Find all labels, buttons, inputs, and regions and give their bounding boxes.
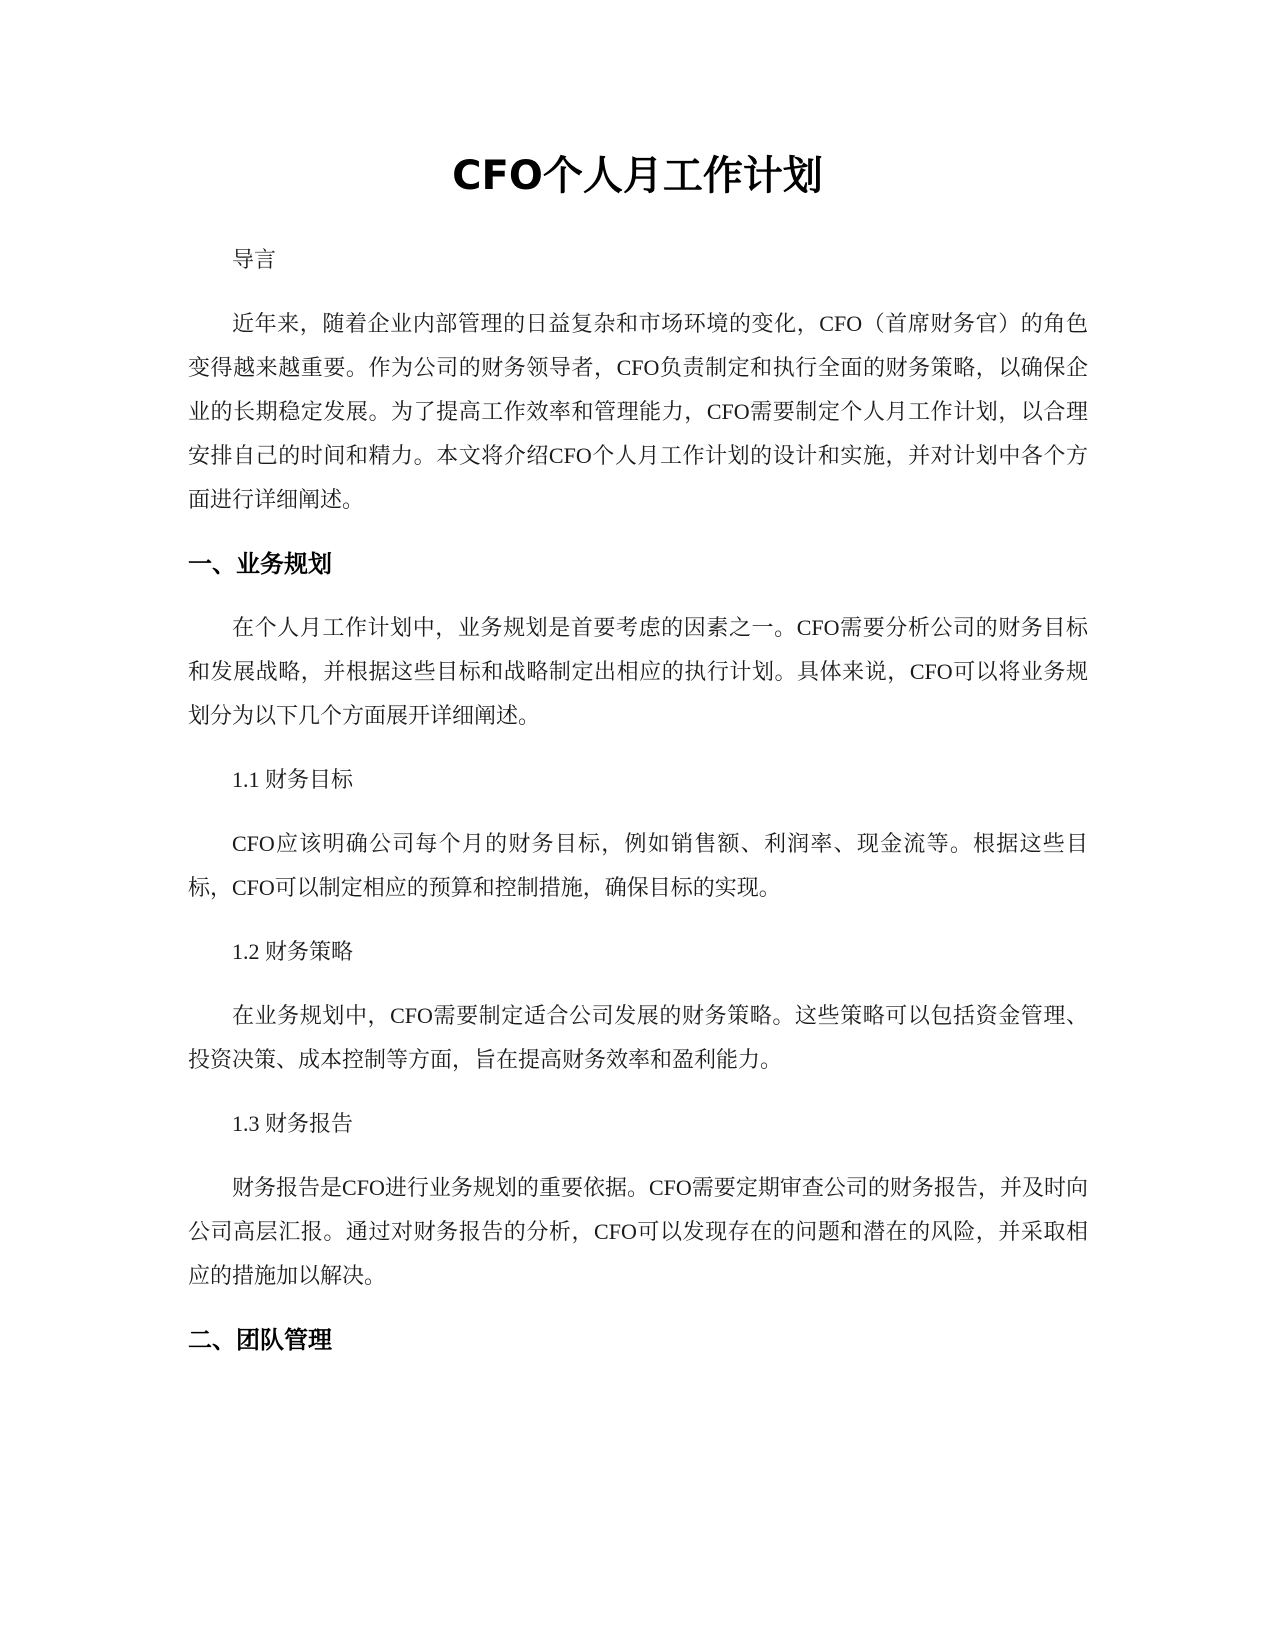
document-title: CFO个人月工作计划 [452, 153, 823, 199]
financial-strategy-paragraph: 在业务规划中，CFO需要制定适合公司发展的财务策略。这些策略可以包括资金管理、投资决策、成本控制等方面，旨在提高财务效率和盈利能力。 [188, 1003, 1088, 1072]
financial-reports-paragraph: 财务报告是CFO进行业务规划的重要依据。CFO需要定期审查公司的财务报告，并及时向公司高层汇报。通过对财务报告的分析，CFO可以发现存在的问题和潜在的风险，并采取相应的措施加以解决。 [188, 1175, 1088, 1288]
financial-goals-paragraph: CFO应该明确公司每个月的财务目标，例如销售额、利润率、现金流等。根据这些目标，CFO可以制定相应的预算和控制措施，确保目标的实现。 [188, 831, 1088, 900]
section-heading-business-planning: 一、业务规划 [188, 550, 332, 578]
intro-paragraph: 近年来，随着企业内部管理的日益复杂和市场环境的变化，CFO（首席财务官）的角色变得越来越重要。作为公司的财务领导者，CFO负责制定和执行全面的财务策略，以确保企业的长期稳定发展。为了提高工作效率和管理能力，CFO需要制定个人月工作计划，以合理安排自己的时间和精力。本文将介绍CFO个人月工作计划的设计和实施，并对计划中各个方面进行详细阐述。 [188, 311, 1088, 512]
intro-label: 导言 [232, 247, 277, 272]
section-heading-team-management: 二、团队管理 [188, 1326, 332, 1354]
subsection-label-financial-goals: 1.1 财务目标 [232, 767, 354, 792]
subsection-label-financial-reports: 1.3 财务报告 [232, 1111, 354, 1136]
business-planning-paragraph: 在个人月工作计划中，业务规划是首要考虑的因素之一。CFO需要分析公司的财务目标和发展战略，并根据这些目标和战略制定出相应的执行计划。具体来说，CFO可以将业务规划分为以下几个方面展开详细阐述。 [188, 615, 1088, 728]
document-body [188, 238, 1088, 1382]
subsection-label-financial-strategy: 1.2 财务策略 [232, 939, 354, 964]
